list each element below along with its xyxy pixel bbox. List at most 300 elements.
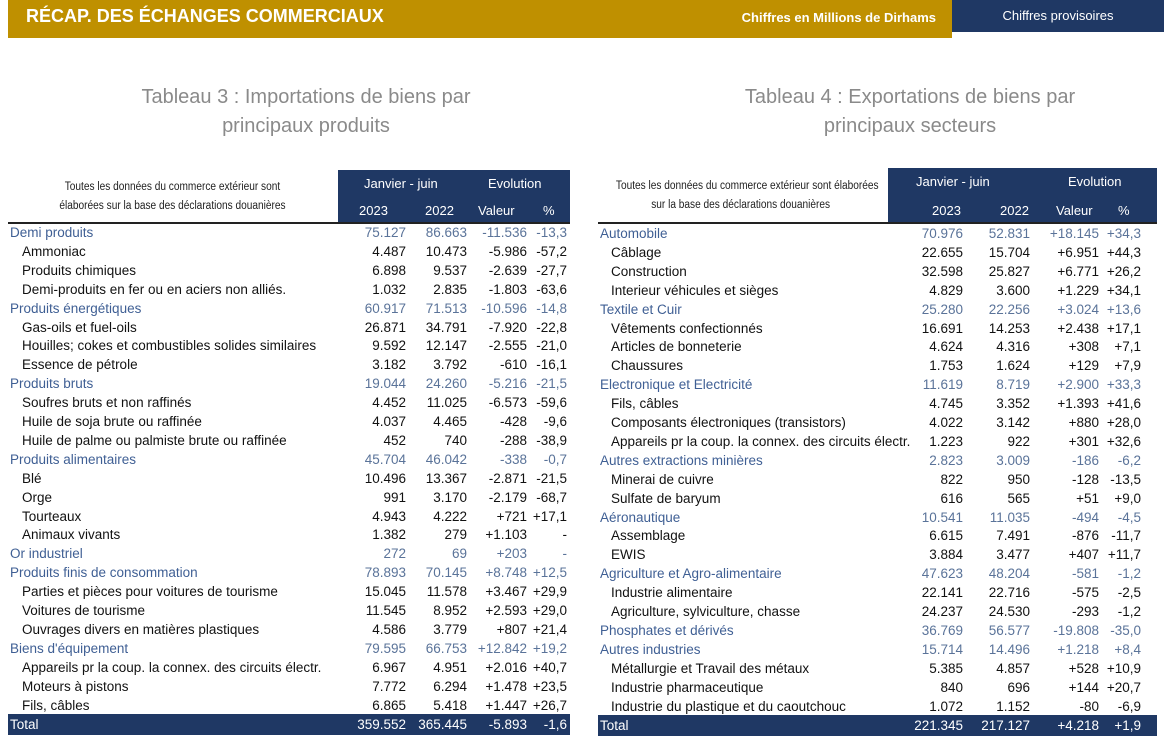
table-row — [8, 355, 570, 374]
evolution-value: -2.871 — [488, 470, 527, 486]
row-label: Produits chimiques — [22, 262, 137, 278]
value-2022: 4.951 — [433, 659, 467, 675]
table-row — [8, 507, 570, 526]
group-row — [598, 640, 1157, 659]
row-label: Assemblage — [611, 528, 686, 544]
table-row — [8, 525, 570, 544]
evolution-percent: -11,7 — [1111, 528, 1141, 544]
value-2023: 5.385 — [929, 660, 963, 676]
value-2023: 4.943 — [372, 508, 406, 524]
table-row — [8, 393, 570, 412]
row-label: Animaux vivants — [22, 527, 121, 543]
value-2022: 11.025 — [426, 395, 467, 411]
evolution-percent: +34,1 — [1106, 282, 1141, 298]
evolution-percent: -21,5 — [536, 376, 567, 392]
evolution-value: -186 — [1071, 452, 1099, 468]
header-evolution: Evolution — [1068, 174, 1122, 189]
evolution-value: +51 — [1076, 490, 1099, 506]
row-label: Industrie du plastique et du caoutchouc — [611, 698, 846, 714]
value-2023: 10.541 — [921, 509, 963, 525]
group-row — [598, 375, 1157, 394]
value-2022: 34.791 — [425, 319, 467, 335]
value-2023: 4.037 — [372, 414, 406, 429]
row-label: Ammoniac — [22, 243, 86, 259]
table-row — [598, 526, 1157, 545]
row-label: Total — [600, 718, 629, 734]
row-label: Parties et pièces pour voitures de tourisme — [22, 584, 278, 600]
evolution-percent: +44,3 — [1106, 244, 1141, 260]
row-label: Câblage — [611, 244, 662, 260]
row-label: Automobile — [600, 226, 668, 241]
evolution-percent: -6,9 — [1117, 698, 1141, 714]
evolution-value: -6.573 — [488, 395, 527, 411]
row-label: Appareils pr la coup. la connex. des circuits électr. — [611, 433, 911, 449]
value-2023: 1.032 — [372, 281, 406, 297]
evolution-percent: +17,1 — [532, 508, 567, 524]
evolution-value: -575 — [1071, 585, 1099, 601]
group-row — [598, 564, 1157, 583]
row-label: EWIS — [611, 547, 646, 563]
value-2023: 4.745 — [929, 396, 963, 412]
value-2023: 616 — [940, 490, 963, 506]
evolution-percent: +9,0 — [1114, 490, 1141, 506]
value-2022: 13.367 — [425, 470, 467, 486]
value-2022: 52.831 — [988, 226, 1030, 241]
table-row — [8, 582, 570, 601]
value-2023: 24.237 — [921, 604, 963, 619]
value-2023: 4.022 — [929, 415, 963, 430]
value-2023: 4.452 — [372, 395, 406, 411]
value-2023: 79.595 — [364, 640, 406, 656]
header-year-2023: 2023 — [932, 203, 961, 218]
evolution-percent: +28,0 — [1106, 415, 1141, 430]
table-row — [598, 356, 1157, 375]
evolution-value: +12.842 — [477, 640, 527, 656]
row-label: Biens d'équipement — [10, 640, 129, 656]
group-row — [8, 450, 570, 469]
evolution-percent: -1,2 — [1117, 566, 1141, 582]
table-row — [8, 242, 570, 261]
row-label: Produits bruts — [10, 376, 94, 392]
evolution-percent: +41,6 — [1106, 396, 1141, 412]
table-row — [8, 488, 570, 507]
title-line: Tableau 3 : Importations de biens par — [141, 86, 471, 108]
evolution-value: -128 — [1071, 471, 1099, 487]
evolution-percent: +8,4 — [1114, 641, 1141, 657]
table-row — [598, 602, 1157, 621]
value-2023: 1.753 — [929, 358, 963, 374]
evolution-percent: -68,7 — [536, 489, 567, 505]
value-2022: 3.600 — [996, 282, 1030, 298]
value-2023: 22.141 — [921, 585, 963, 601]
row-label: Minerai de cuivre — [611, 471, 714, 487]
column-header — [338, 170, 570, 222]
value-2023: 2.823 — [929, 452, 963, 468]
status-badge: Chiffres provisoires — [952, 0, 1164, 32]
evolution-value: -610 — [499, 357, 527, 373]
table-row — [598, 319, 1157, 338]
table-row — [598, 470, 1157, 489]
row-label: Vêtements confectionnés — [611, 320, 763, 336]
value-2023: 4.586 — [372, 621, 406, 637]
value-2022: 24.530 — [988, 604, 1030, 619]
value-2022: 15.704 — [988, 244, 1030, 260]
evolution-value: +308 — [1068, 339, 1099, 355]
row-label: Moteurs à pistons — [22, 678, 129, 694]
row-label: Industrie alimentaire — [611, 585, 733, 601]
evolution-percent: -2,5 — [1117, 585, 1141, 601]
table-row — [8, 620, 570, 639]
row-label: Composants électroniques (transistors) — [611, 415, 846, 430]
evolution-value: -293 — [1071, 604, 1099, 619]
row-label: Huile de soja brute ou raffinée — [22, 414, 202, 429]
value-2023: 32.598 — [921, 263, 963, 279]
total-row — [598, 715, 1157, 736]
value-2022: 48.204 — [988, 566, 1030, 582]
value-2022: 9.537 — [433, 262, 467, 278]
evolution-percent: -9,6 — [543, 414, 567, 429]
value-2022: 3.142 — [996, 415, 1030, 430]
evolution-value: +301 — [1068, 433, 1099, 449]
header-year-2022: 2022 — [1000, 203, 1029, 218]
table-row — [598, 545, 1157, 564]
value-2023: 45.704 — [364, 451, 406, 467]
evolution-value: +2.593 — [485, 603, 527, 618]
evolution-value: +4.218 — [1057, 718, 1099, 734]
value-2023: 25.280 — [921, 301, 963, 317]
value-2023: 6.865 — [372, 697, 406, 713]
value-2022: 922 — [1007, 433, 1030, 449]
header-period: Janvier - juin — [916, 174, 990, 189]
evolution-percent: -22,8 — [536, 319, 567, 335]
evolution-percent: +7,9 — [1114, 358, 1141, 374]
evolution-value: -19.808 — [1053, 622, 1099, 638]
row-label: Articles de bonneterie — [611, 339, 742, 355]
row-label: Total — [10, 717, 39, 733]
table-row — [8, 431, 570, 450]
evolution-percent: +7,1 — [1114, 339, 1141, 355]
value-2022: 14.496 — [988, 641, 1030, 657]
evolution-percent: - — [562, 527, 567, 543]
evolution-value: +8.748 — [485, 565, 527, 581]
evolution-percent: -13,3 — [536, 225, 567, 240]
value-2022: 22.256 — [988, 301, 1030, 317]
evolution-percent: +26,2 — [1106, 263, 1141, 279]
header-banner — [8, 0, 952, 38]
evolution-percent: +11,7 — [1107, 547, 1141, 563]
header-percent: % — [543, 203, 555, 218]
evolution-value: +1.478 — [485, 678, 527, 694]
table-row — [8, 677, 570, 696]
total-row — [8, 714, 570, 735]
row-label: Aéronautique — [600, 509, 681, 525]
group-row — [8, 299, 570, 318]
evolution-value: +2.016 — [485, 659, 527, 675]
value-2022: 4.316 — [996, 339, 1030, 355]
row-label: Demi produits — [10, 225, 94, 240]
evolution-value: +1.218 — [1057, 641, 1099, 657]
header-evolution: Evolution — [488, 176, 542, 191]
evolution-value: +1.393 — [1057, 396, 1099, 412]
value-2023: 3.182 — [372, 357, 406, 373]
evolution-value: +407 — [1068, 547, 1099, 563]
value-2022: 2.835 — [433, 281, 467, 297]
evolution-percent: -57,2 — [536, 243, 567, 259]
row-label: Agriculture et Agro-alimentaire — [600, 566, 782, 582]
table-row — [8, 696, 570, 715]
row-label: Blé — [22, 470, 42, 486]
evolution-value: -5.216 — [488, 376, 527, 392]
value-2022: 14.253 — [988, 320, 1030, 336]
evolution-value: +6.771 — [1057, 263, 1099, 279]
table-row — [598, 489, 1157, 508]
group-row — [598, 621, 1157, 640]
row-label: Textile et Cuir — [600, 301, 682, 317]
value-2023: 15.714 — [921, 641, 963, 657]
evolution-percent: +40,7 — [532, 659, 567, 675]
row-label: Ouvrages divers en matières plastiques — [22, 621, 260, 637]
evolution-value: -581 — [1071, 566, 1099, 582]
evolution-value: -338 — [499, 451, 527, 467]
row-label: Tourteaux — [22, 508, 82, 524]
evolution-percent: -13,5 — [1110, 471, 1141, 487]
evolution-percent: +17,1 — [1106, 320, 1141, 336]
row-label: Métallurgie et Travail des métaux — [611, 660, 810, 676]
evolution-percent: -27,7 — [536, 262, 567, 278]
source-note — [10, 178, 335, 216]
evolution-value: +1.103 — [485, 527, 527, 543]
value-2022: 11.578 — [426, 584, 467, 600]
value-2023: 822 — [940, 471, 963, 487]
value-2022: 56.577 — [988, 622, 1030, 638]
evolution-value: -7.920 — [488, 319, 527, 335]
row-label: Gas-oils et fuel-oils — [22, 319, 137, 335]
value-2023: 4.829 — [929, 282, 963, 298]
table-row — [8, 658, 570, 677]
evolution-percent: -59,6 — [536, 395, 567, 411]
value-2022: 25.827 — [988, 263, 1030, 279]
note-line: sur la base des déclarations douanières — [651, 199, 831, 211]
value-2023: 1.072 — [929, 698, 963, 714]
value-2023: 272 — [383, 546, 406, 562]
evolution-value: +2.438 — [1057, 320, 1099, 336]
table-row — [8, 318, 570, 337]
group-row — [598, 300, 1157, 319]
value-2023: 11.619 — [922, 377, 963, 393]
table-row — [598, 337, 1157, 356]
value-2022: 4.222 — [433, 508, 467, 524]
row-label: Fils, câbles — [22, 697, 90, 713]
evolution-value: -5.986 — [488, 243, 527, 259]
evolution-percent: -4,5 — [1117, 509, 1141, 525]
value-2022: 3.170 — [433, 489, 467, 505]
value-2023: 4.487 — [372, 243, 406, 259]
value-2022: 1.624 — [996, 358, 1030, 374]
evolution-percent: +29,0 — [532, 603, 567, 618]
value-2022: 565 — [1007, 490, 1030, 506]
evolution-value: +6.951 — [1057, 244, 1099, 260]
table-row — [598, 678, 1157, 697]
value-2022: 950 — [1007, 471, 1030, 487]
value-2022: 3.779 — [433, 621, 467, 637]
row-label: Orge — [22, 489, 53, 505]
evolution-value: +528 — [1068, 660, 1099, 676]
evolution-value: +144 — [1068, 679, 1099, 695]
row-label: Electronique et Electricité — [600, 377, 753, 393]
value-2023: 6.615 — [929, 528, 963, 544]
evolution-percent: +20,7 — [1106, 679, 1141, 695]
value-2023: 78.893 — [364, 565, 406, 581]
value-2022: 71.513 — [425, 300, 467, 316]
table-row — [598, 243, 1157, 262]
value-2022: 70.145 — [425, 565, 467, 581]
table-row — [598, 281, 1157, 300]
table-row — [598, 413, 1157, 432]
group-row — [8, 223, 570, 242]
evolution-value: -5.893 — [488, 717, 527, 733]
group-row — [8, 544, 570, 563]
evolution-percent: +29,9 — [532, 584, 567, 600]
row-label: Industrie pharmaceutique — [611, 679, 764, 695]
value-2022: 740 — [444, 432, 467, 448]
table-row — [598, 659, 1157, 678]
row-label: Autres extractions minières — [600, 452, 763, 468]
note-line: élaborées sur la base des déclarations douanières — [59, 200, 286, 212]
evolution-value: +3.024 — [1057, 301, 1099, 317]
evolution-percent: +34,3 — [1106, 226, 1141, 241]
table-row — [8, 601, 570, 620]
value-2023: 359.552 — [357, 717, 406, 733]
row-label: Soufres bruts et non raffinés — [22, 395, 192, 411]
table-title — [106, 83, 506, 141]
row-label: Sulfate de baryum — [611, 490, 721, 506]
evolution-value: -10.596 — [481, 300, 527, 316]
evolution-value: -876 — [1071, 528, 1099, 544]
value-2023: 10.496 — [364, 470, 406, 486]
evolution-value: -80 — [1079, 698, 1099, 714]
row-label: Huile de palme ou palmiste brute ou raffinée — [22, 432, 287, 448]
evolution-percent: -35,0 — [1110, 622, 1141, 638]
evolution-value: -288 — [499, 432, 527, 448]
value-2023: 9.592 — [372, 338, 406, 354]
row-label: Fils, câbles — [611, 396, 679, 412]
table-row — [598, 262, 1157, 281]
banner-subtitle: Chiffres en Millions de Dirhams — [741, 10, 936, 25]
evolution-value: +807 — [496, 621, 527, 637]
evolution-value: -2.555 — [488, 338, 527, 354]
value-2022: 365.445 — [418, 717, 467, 733]
table-row — [8, 336, 570, 355]
value-2022: 3.792 — [433, 357, 467, 373]
value-2022: 3.009 — [996, 452, 1030, 468]
table-row — [8, 469, 570, 488]
value-2022: 1.152 — [996, 698, 1030, 714]
group-row — [8, 563, 570, 582]
note-line: Toutes les données du commerce extérieur sont élaborées — [615, 180, 879, 192]
evolution-value: +880 — [1068, 415, 1099, 430]
evolution-value: +18.145 — [1049, 226, 1099, 241]
evolution-percent: -14,8 — [536, 300, 567, 316]
evolution-value: +203 — [496, 546, 527, 562]
evolution-percent: -1,6 — [543, 717, 567, 733]
evolution-percent: +21,4 — [532, 621, 567, 637]
header-period: Janvier - juin — [364, 176, 438, 191]
evolution-percent: -38,9 — [536, 432, 567, 448]
evolution-value: -2.639 — [488, 262, 527, 278]
table-row — [598, 432, 1157, 451]
row-label: Chaussures — [611, 358, 684, 374]
evolution-percent: -21,5 — [536, 470, 567, 486]
row-label: Autres industries — [600, 641, 701, 657]
evolution-percent: -0,7 — [543, 451, 567, 467]
value-2023: 70.976 — [921, 226, 963, 241]
value-2022: 3.352 — [996, 396, 1030, 412]
value-2022: 86.663 — [425, 225, 467, 240]
row-label: Produits finis de consommation — [10, 565, 198, 581]
value-2022: 8.952 — [433, 603, 467, 618]
value-2022: 7.491 — [996, 528, 1030, 544]
value-2023: 26.871 — [364, 319, 406, 335]
value-2023: 60.917 — [364, 300, 406, 316]
value-2023: 47.623 — [921, 566, 963, 582]
group-row — [8, 639, 570, 658]
evolution-percent: +1,9 — [1114, 718, 1141, 734]
evolution-value: +1.229 — [1057, 282, 1099, 298]
evolution-percent: -6,2 — [1117, 452, 1141, 468]
evolution-percent: +23,5 — [532, 678, 567, 694]
value-2023: 221.345 — [914, 718, 963, 734]
row-label: Demi-produits en fer ou en aciers non alliés. — [22, 281, 287, 297]
table-row — [8, 280, 570, 299]
value-2023: 15.045 — [364, 584, 406, 600]
evolution-percent: - — [562, 546, 567, 562]
value-2023: 6.898 — [372, 262, 406, 278]
evolution-value: -11.536 — [482, 225, 527, 240]
value-2022: 4.465 — [433, 414, 467, 429]
evolution-value: -2.179 — [488, 489, 527, 505]
header-percent: % — [1118, 203, 1130, 218]
header-value: Valeur — [1056, 203, 1093, 218]
value-2022: 22.716 — [988, 585, 1030, 601]
value-2023: 1.382 — [372, 527, 406, 543]
row-label: Essence de pétrole — [22, 357, 138, 373]
evolution-value: +2.900 — [1057, 377, 1099, 393]
value-2023: 19.044 — [364, 376, 406, 392]
row-label: Phosphates et dérivés — [600, 622, 734, 638]
value-2023: 16.691 — [921, 320, 963, 336]
header-value: Valeur — [478, 203, 515, 218]
row-label: Houilles; cokes et combustibles solides similaires — [22, 338, 317, 354]
row-label: Appareils pr la coup. la connex. des circuits électr. — [22, 659, 322, 675]
evolution-percent: -63,6 — [536, 281, 567, 297]
banner-title: RÉCAP. DES ÉCHANGES COMMERCIAUX — [26, 6, 384, 26]
value-2022: 8.719 — [996, 377, 1030, 393]
title-line: Tableau 4 : Exportations de biens par — [744, 86, 1076, 108]
value-2022: 46.042 — [425, 451, 467, 467]
value-2023: 991 — [383, 489, 406, 505]
group-row — [8, 374, 570, 393]
row-label: Produits énergétiques — [10, 300, 142, 316]
value-2022: 69 — [451, 546, 467, 562]
evolution-percent: -16,1 — [536, 357, 567, 373]
evolution-percent: +32,6 — [1106, 433, 1141, 449]
value-2022: 11.035 — [989, 509, 1030, 525]
evolution-percent: +33,3 — [1106, 377, 1141, 393]
value-2022: 4.857 — [996, 660, 1030, 676]
value-2022: 279 — [444, 527, 467, 543]
table-row — [598, 583, 1157, 602]
value-2022: 3.477 — [996, 547, 1030, 563]
